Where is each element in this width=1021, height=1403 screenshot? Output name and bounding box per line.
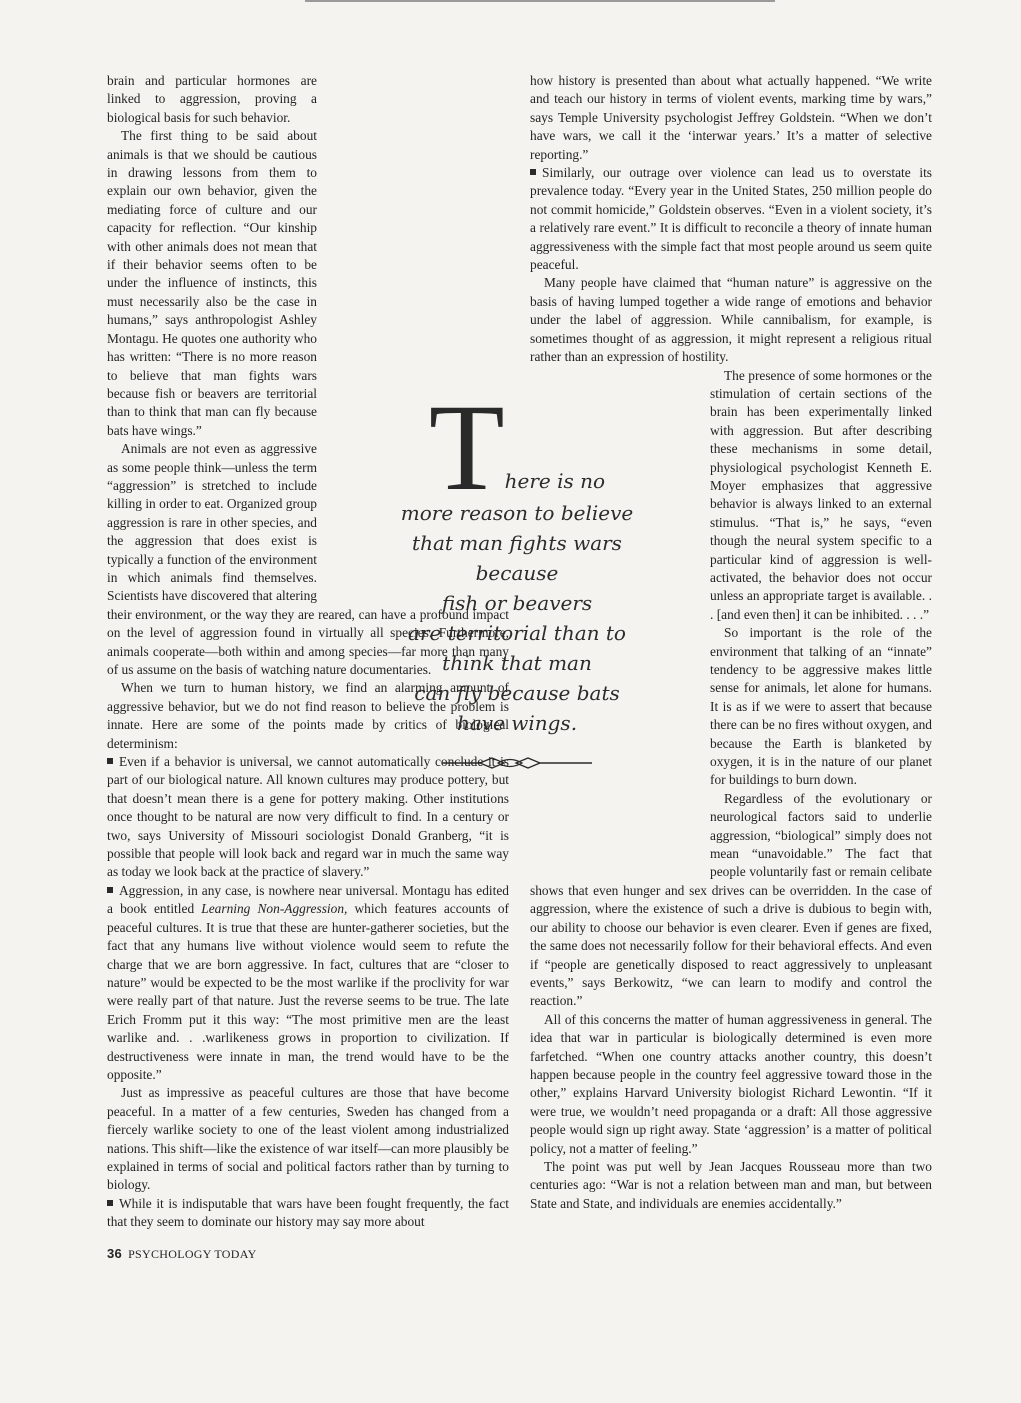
bullet-paragraph <box>107 753 509 882</box>
publication-name: PSYCHOLOGY TODAY <box>128 1247 257 1261</box>
pullquote-line: more reason to believe <box>400 501 634 525</box>
paragraph: Regardless of the evolutionary or neurological factors said to underlie aggression, “biological” simply does not mean “unavoidable.” The fact that people voluntarily fast or remain celibate shows that even hunger and sex drives can be overridden. In the case of aggression, where the existence of such a drive is dubious to begin with, our ability to choose our behavior is even clearer. Even if genes are fixed, the same does not necessarily follow for their behavioral effects. And even if “people are genetically disposed to react aggressively to unpleasant events,” says Berkowitz, “we can learn to modify and control the reaction.” <box>530 790 932 1009</box>
paragraph: Animals are not even as aggressive as some people think—unless the term “aggression” is stretched to include killing in order to eat. Organized group aggression is rare in other species, and the aggression that does exist is typically a function of the environment in which animals find themselves. Scientists have discovered that altering their environment, or the way they are reared, can have a profound impact on the level of aggression found in virtually all species. Furthermore, animals cooperate—both within and among species—far more than many of us assume on the basis of watching nature documentaries. <box>107 441 509 677</box>
pullquote-line: think that man <box>442 651 592 675</box>
pullquote-line: fish or beavers <box>441 591 593 615</box>
page-footer <box>107 1246 257 1262</box>
bullet-text: which features accounts of peaceful cultures. It is true that these are hunter-gatherer societies, but the fact that any humans live without violence would seem to refute the charge that we are born aggressive. In fact, cultures that are “closer to nature” would be expected to be the most warlike if the proclivity for war were really part of that nature. Just the reverse seems to be true. The late Erich Fromm put it this way: “The most primitive men are the least warlike and. . .warlikeness grows in proportion to civilization. If destructiveness were innate in man, the trend would have to be the opposite.” <box>107 901 509 1082</box>
pullquote-line: have wings. <box>456 711 578 735</box>
bullet-text: Aggression, in any case, is nowhere near universal. Montagu has edited a book entitled <box>107 882 509 917</box>
bullet-square-icon <box>107 758 113 764</box>
paragraph: Just as impressive as peaceful cultures are those that have become peaceful. In a matter of a few centuries, Sweden has changed from a fiercely warlike society to one of the least violent among industrialized nations. This shift—like the existence of war itself—can more plausibly be explained in terms of social and political factors rather than by turning to biology. <box>107 1085 509 1193</box>
paragraph: The first thing to be said about animals is that we should be cautious in drawing lessons from them to explain our own behavior, given the mediating force of culture and our capacity for reflection. “Our kinship with other animals does not mean that if their behavior seems often to be under the influence of instincts, this must necessarily also be the case in humans,” says anthropologist Ashley Montagu. He quotes one authority who has written: “There is no more reason to believe that man fights wars because fish or beavers are territorial than to think that man can fly because bats have wings.” <box>107 128 317 438</box>
paragraph: The presence of some hormones or the stimulation of certain sections of the brain has been experimentally linked with aggression. But after describing these mechanisms in some detail, physiological psychologist Kenneth E. Moyer emphasizes that aggressive behavior is always linked to an external stimulus. “That is,” he says, “even though the neural system specific to a particular kind of aggression is well-activated, the behavior does not occur unless an appropriate target is available. . . [and even then] it can be inhibited. . . .” <box>710 367 932 622</box>
paragraph: The point was put well by Jean Jacques Rousseau more than two centuries ago: “War is not a relation between man and man, but between State and State, and individuals are enemies accidentally.” <box>530 1158 932 1211</box>
paragraph: how history is presented than about what actually happened. “We write and teach our history in terms of violent events, marking time by wars,” says Temple University psychologist Jeffrey Goldstein. “When we don’t have wars, we call it the ‘interwar years.’ It’s a matter of selective reporting.” <box>530 73 932 162</box>
pullquote-line: that man fights wars because <box>412 531 622 585</box>
pullquote-text: here is no <box>504 469 606 493</box>
pullquote-line: can fly because bats <box>414 681 620 705</box>
bullet-paragraph <box>107 882 509 1084</box>
paragraph: Many people have claimed that “human nature” is aggressive on the basis of having lumped together a wide range of emotions and behavior under the label of aggression. While cannibalism, for example, is sometimes thought of as aggression, it might represent a religious ritual rather than an expression of hostility. <box>530 275 932 365</box>
bullet-square-icon <box>107 1200 113 1206</box>
paragraph: brain and particular hormones are linked to aggression, proving a biological basis for such behavior. <box>107 73 317 125</box>
book-title: Learning Non-Aggression, <box>201 901 348 917</box>
pullquote-line: are territorial than to <box>408 621 626 645</box>
bullet-square-icon <box>107 887 113 893</box>
paragraph: All of this concerns the matter of human aggressiveness in general. The idea that war in particular is biologically determined is even more farfetched. “When one country attacks another country, this doesn’t happen because people in the country feel aggressive toward those in the other,” explains Harvard University biologist Richard Lewontin. “If it were true, we wouldn’t need propaganda or a draft: All those aggressive people would sign up right away. State ‘aggression’ is a matter of political policy, not a matter of feeling.” <box>530 1011 932 1156</box>
bullet-paragraph <box>107 1195 509 1232</box>
bullet-square-icon <box>530 169 536 175</box>
bullet-text: While it is indisputable that wars have been fought frequently, the fact that they seem to dominate our history may say more about <box>107 1195 509 1230</box>
top-rule <box>305 0 775 2</box>
drop-cap: T <box>428 379 505 516</box>
pull-quote <box>372 379 662 770</box>
ornament-divider-icon <box>442 756 592 770</box>
paragraph: So important is the role of the environment that talking of an “innate” tendency to be aggressive makes little sense for animals, let alone for humans. It is as if we were to assert that because there can be no fires without oxygen, and because the Earth is blanketed by oxygen, it is in the nature of our planet for buildings to burn down. <box>710 625 932 788</box>
page-number: 36 <box>107 1246 123 1261</box>
paragraph: When we turn to human history, we find an alarming amount of aggressive behavior, but we do not find reason to believe the problem is innate. Here are some of the points made by critics of biological determinism: <box>107 680 509 751</box>
bullet-paragraph <box>530 164 932 274</box>
bullet-text: Similarly, our outrage over violence can lead us to overstate its prevalence today. “Every year in the United States, 250 million people do not commit homicide,” Goldstein observes. “Even in a violent society, it’s a relatively rare event.” It is difficult to reconcile a theory of innate human aggressiveness with the simple fact that most people around us seem quite peaceful. <box>530 165 932 273</box>
bullet-text: Even if a behavior is universal, we cannot automatically conclude it is part of our biological nature. All known cultures may produce pottery, but that doesn’t mean there is a gene for pottery making. Other institutions once thought to be natural are now very difficult to find. In a century or two, says University of Missouri sociologist Donald Granberg, “it is possible that people will look back and regard war in much the same way as today we look back at the practice of slavery.” <box>107 754 509 880</box>
